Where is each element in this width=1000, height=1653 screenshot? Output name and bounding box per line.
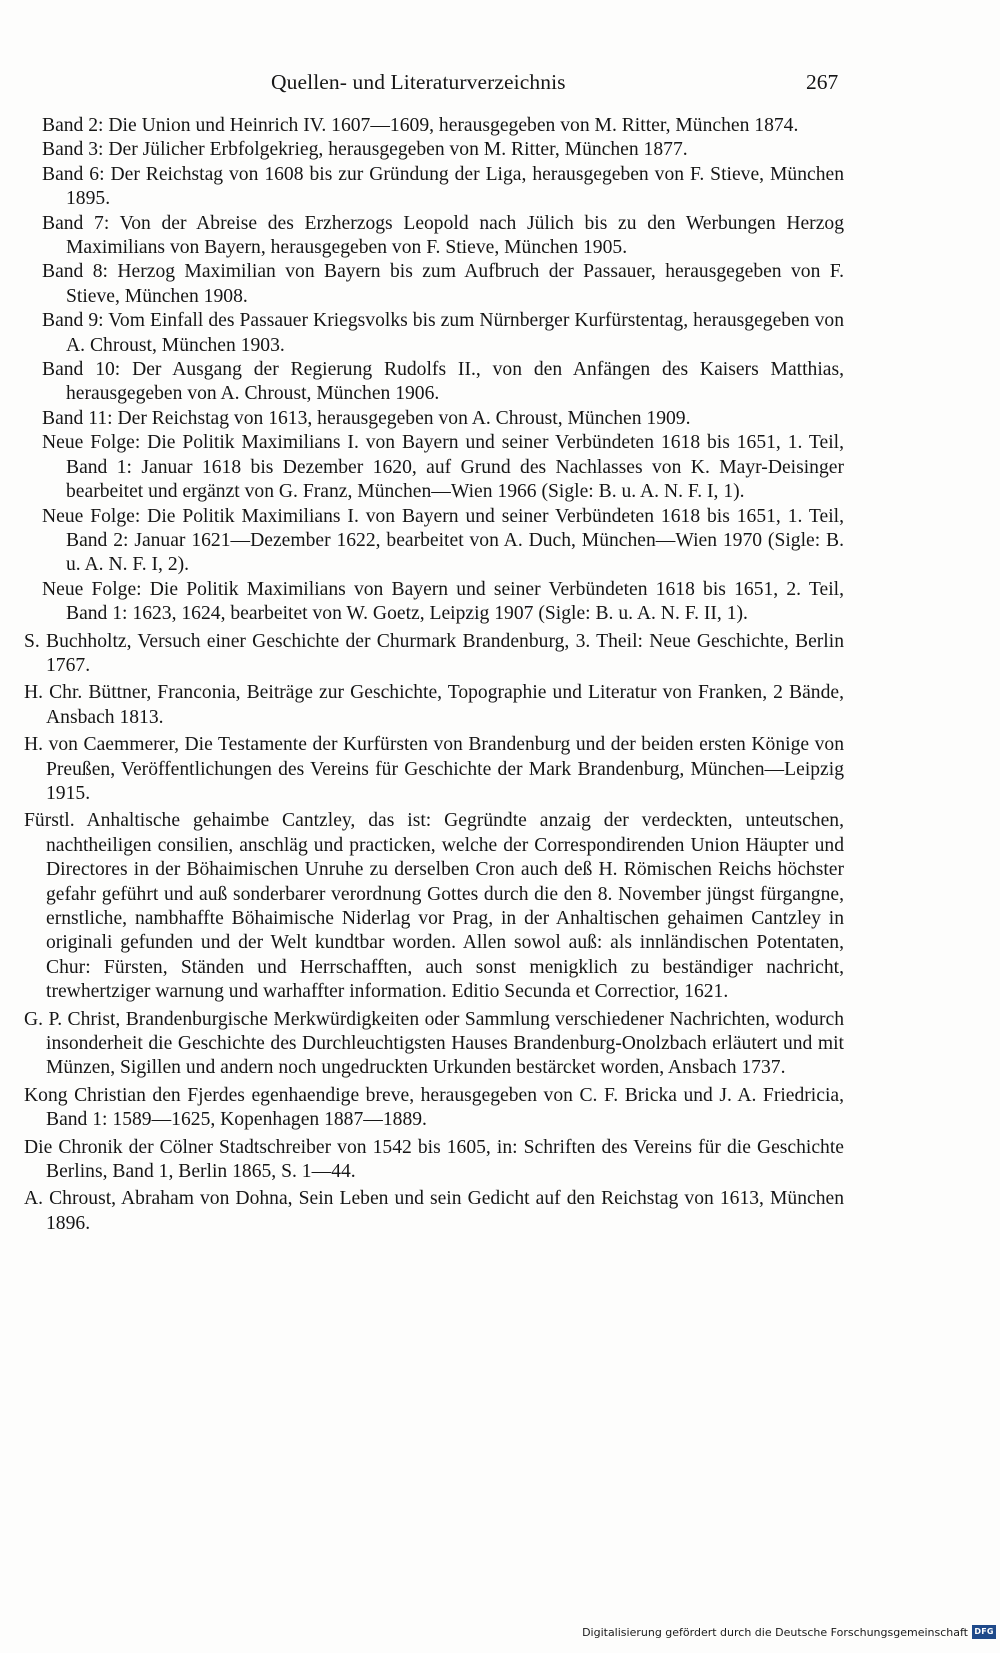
bibliography-entry: Band 7: Von der Abreise des Erzherzogs Leopold nach Jülich bis zu den Werbungen Herzog Maximilians von Bayern, herausgegeben von F. Stieve, München 1905. [42, 212, 844, 259]
bibliography-entry: Kong Christian den Fjerdes egenhaendige breve, herausgegeben von C. F. Bricka und J. A. Friedricia, Band 1: 1589—1625, Kopenhagen 1887—1889. [24, 1084, 844, 1131]
page-title: Quellen- und Literaturverzeichnis [271, 70, 566, 94]
bibliography-entry: Band 2: Die Union und Heinrich IV. 1607—1609, herausgegeben von M. Ritter, München 1874. [42, 115, 799, 136]
bibliography-entry: Band 10: Der Ausgang der Regierung Rudolfs II., von den Anfängen des Kaisers Matthias, herausgegeben von A. Chroust, München 1906. [42, 359, 844, 405]
bibliography-list [24, 114, 844, 1236]
page-number: 267 [806, 70, 839, 94]
bibliography-entry: Band 11: Der Reichstag von 1613, herausgegeben von A. Chroust, München 1909. [42, 407, 691, 429]
bibliography-entry: A. Chroust, Abraham von Dohna, Sein Leben und sein Gedicht auf den Reichstag von 1613, München 1896. [24, 1188, 844, 1234]
bibliography-entry: S. Buchholtz, Versuch einer Geschichte der Churmark Brandenburg, 3. Theil: Neue Geschichte, Berlin 1767. [24, 630, 844, 676]
running-head [0, 70, 1000, 100]
dfg-logo-icon: DFG [972, 1625, 996, 1639]
bibliography-entry: G. P. Christ, Brandenburgische Merkwürdigkeiten oder Sammlung verschiedener Nachrichten, wodurch insonderheit die Geschichte des Durchleuchtigsten Hauses Brandenburg-Onolzbach erläutert und mit Münzen, Sigillen und andern noch ungedruckten Urkunden bestärcket worden, Ansbach 1737. [24, 1008, 844, 1079]
bibliography-entry: Fürstl. Anhaltische gehaimbe Cantzley, das ist: Gegründte anzaig der verdeckten, unteutschen, nachtheiligen consilien, anschläg und practicken, welche der Correspondirenden Union Häupter und Directores in der Böhaimischen Unruhe zu derselben Cron auch deß H. Römischen Reichs höchster gefahr geführt und auß sonderbarer verordnung Gottes durch die den 8. November jüngst fürgangne, ernstliche, nambhaffte Böhaimische Niderlag vor Prag, in der Anhaltischen gehaimen Cantzley in originali gefunden und der Welt kundtbar worden. Allen sowol auß: als innländischen Potentaten, Chur: Fürsten, Ständen und Herrschafften, auch sonst menigklich zu beständiger nachricht, trewhertziger warnung und warhaffter information. Editio Secunda et Correctior, 1621. [24, 810, 844, 1003]
bibliography-entry: Neue Folge: Die Politik Maximilians von Bayern und seiner Verbündeten 1618 bis 1651, 2. Teil, Band 1: 1623, 1624, bearbeitet von W. Goetz, Leipzig 1907 (Sigle: B. u. A. N. F. II, 1). [42, 578, 844, 625]
bibliography-entry: Neue Folge: Die Politik Maximilians I. von Bayern und seiner Verbündeten 1618 bis 1651, 1. Teil, Band 1: Januar 1618 bis Dezember 1620, auf Grund des Nachlasses von K. Mayr-Deisinger bearbeitet und ergänzt von G. Franz, München—Wien 1966 (Sigle: B. u. A. N. F. I, 1). [42, 432, 844, 503]
bibliography-entry: H. von Caemmerer, Die Testamente der Kurfürsten von Brandenburg und der beiden ersten Könige von Preußen, Veröffentlichungen des Vereins für Geschichte der Mark Brandenburg, München—Leipzig 1915. [24, 734, 844, 804]
footer-credit: Digitalisierung gefördert durch die Deutsche Forschungsgemeinschaft [582, 1625, 968, 1639]
bibliography-entry: Band 6: Der Reichstag von 1608 bis zur Gründung der Liga, herausgegeben von F. Stieve, München 1895. [42, 163, 844, 210]
digitization-footer [582, 1623, 1000, 1641]
bibliography-entry: Band 9: Vom Einfall des Passauer Kriegsvolks bis zum Nürnberger Kurfürstentag, herausgegeben von A. Chroust, München 1903. [42, 310, 844, 356]
bibliography-entry: Band 3: Der Jülicher Erbfolgekrieg, herausgegeben von M. Ritter, München 1877. [42, 139, 688, 161]
bibliography-entry: Die Chronik der Cölner Stadtschreiber von 1542 bis 1605, in: Schriften des Vereins für die Geschichte Berlins, Band 1, Berlin 1865, S. 1—44. [24, 1136, 844, 1183]
bibliography-entry: H. Chr. Büttner, Franconia, Beiträge zur Geschichte, Topographie und Literatur von Franken, 2 Bände, Ansbach 1813. [24, 682, 844, 728]
bibliography-entry: Neue Folge: Die Politik Maximilians I. von Bayern und seiner Verbündeten 1618 bis 1651, 1. Teil, Band 2: Januar 1621—Dezember 1622, bearbeitet von A. Duch, München—Wien 1970 (Sigle: B. u. A. N. F. I, 2). [42, 505, 844, 576]
bibliography-entry: Band 8: Herzog Maximilian von Bayern bis zum Aufbruch der Passauer, herausgegeben von F. Stieve, München 1908. [42, 261, 844, 307]
